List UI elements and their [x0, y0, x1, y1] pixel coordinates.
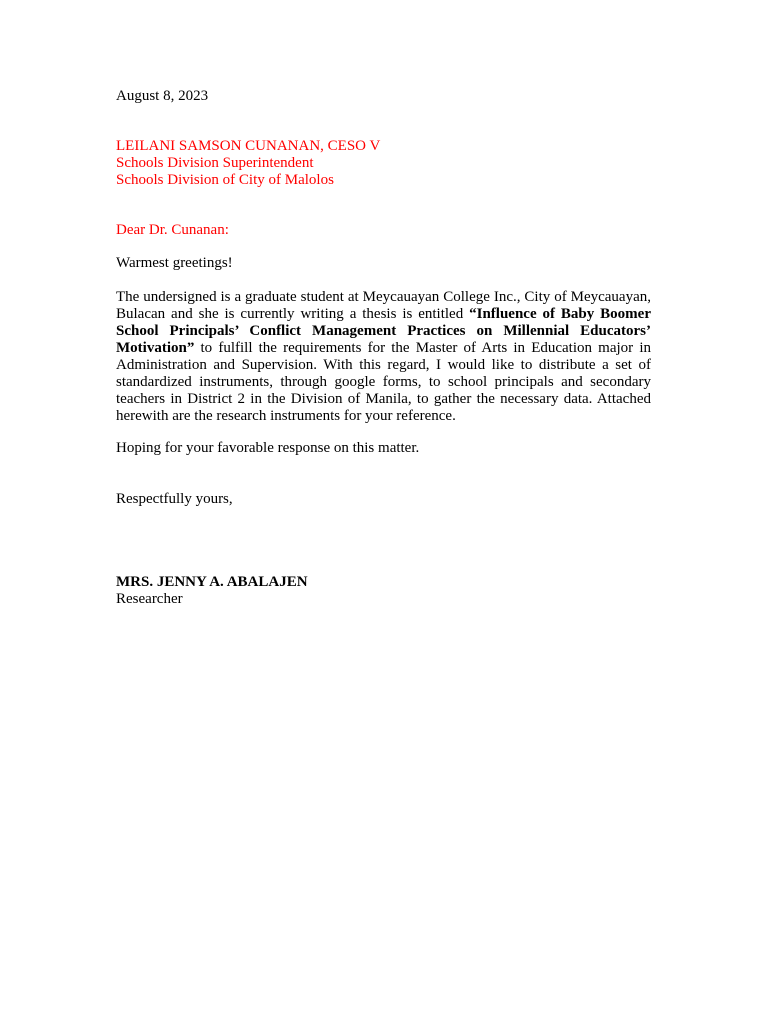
recipient-block — [116, 138, 651, 189]
thesis-title: “Influence of Baby Boomer School Principals’ Conflict Management Practices on Millennial Educators’ Motivation” — [116, 306, 651, 356]
signatory-role: Researcher — [116, 591, 183, 607]
salutation — [116, 222, 651, 239]
closing-paragraph — [116, 440, 651, 457]
complimentary-close-text: Respectfully yours, — [116, 491, 233, 507]
signature-block — [116, 574, 651, 608]
date-text: August 8, 2023 — [116, 88, 209, 104]
recipient-title: Schools Division Superintendent — [116, 155, 314, 171]
recipient-office: Schools Division of City of Malolos — [116, 172, 334, 188]
body-paragraph — [116, 289, 651, 425]
complimentary-close — [116, 491, 651, 508]
closing-text: Hoping for your favorable response on this matter. — [116, 440, 420, 456]
salutation-text: Dear Dr. Cunanan: — [116, 222, 229, 238]
body-rest-text: to fulfill the requirements for the Master of Arts in Education major in Administration and Supervision. With this regard, I would like to distribute a set of standardized instruments, through google forms, to school principals and secondary teachers in District 2 in the Division of Manila, to gather the necessary data. Attached herewith are the research instruments for your reference. — [116, 340, 651, 424]
letter-date — [116, 88, 651, 105]
body-intro-text: The undersigned is a graduate student at Meycauayan College Inc., City of Meycauayan, Bulacan and she is currently writing a thesis is entitled — [116, 289, 651, 322]
signatory-name: MRS. JENNY A. ABALAJEN — [116, 574, 308, 590]
greeting-text: Warmest greetings! — [116, 255, 233, 271]
greeting — [116, 255, 651, 272]
recipient-name: LEILANI SAMSON CUNANAN, CESO V — [116, 138, 381, 154]
